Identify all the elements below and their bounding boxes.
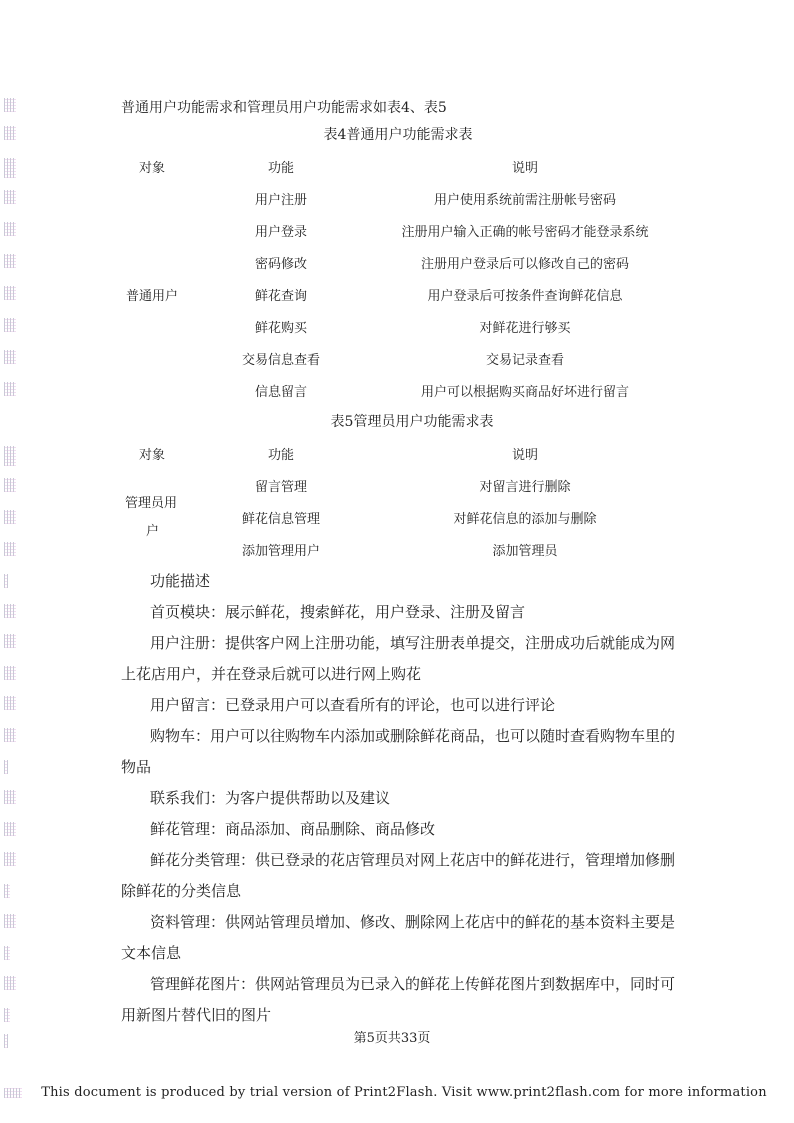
margin-mark bbox=[4, 98, 16, 112]
paragraph-text: 资料管理：供网站管理员增加、修改、删除网上花店中的鲜花的基本资料主要是文本信息 bbox=[121, 913, 676, 962]
table-cell-description: 用户可以根据购买商品好坏进行留言 bbox=[420, 385, 630, 400]
table-cell-description: 用户登录后可按条件查询鲜花信息 bbox=[427, 289, 623, 304]
table-header-object: 对象 bbox=[138, 161, 166, 176]
table-cell-description: 交易记录查看 bbox=[485, 353, 565, 368]
margin-mark bbox=[4, 1008, 10, 1022]
table-cell-function: 用户注册 bbox=[254, 193, 308, 208]
margin-mark bbox=[4, 604, 16, 618]
margin-mark bbox=[4, 946, 10, 960]
paragraph bbox=[121, 814, 676, 845]
paragraph bbox=[121, 566, 676, 597]
paragraph-text: 联系我们：为客户提供帮助以及建议 bbox=[150, 789, 391, 807]
margin-mark bbox=[4, 382, 16, 396]
table-cell-description: 对留言进行删除 bbox=[479, 480, 571, 495]
paragraph bbox=[121, 845, 676, 907]
paragraph bbox=[121, 597, 676, 628]
table-cell-function: 鲜花信息管理 bbox=[241, 512, 321, 527]
paragraph-text: 首页模块：展示鲜花，搜索鲜花，用户登录、注册及留言 bbox=[150, 603, 526, 621]
margin-mark bbox=[4, 976, 16, 990]
table-header-object: 对象 bbox=[138, 448, 166, 463]
margin-mark bbox=[4, 666, 16, 680]
intro-text: 普通用户功能需求和管理员用户功能需求如表4、表5 bbox=[121, 100, 447, 116]
margin-mark bbox=[4, 822, 16, 836]
margin-mark bbox=[4, 318, 16, 332]
margin-mark bbox=[4, 914, 16, 928]
paragraph bbox=[121, 721, 676, 783]
margin-mark bbox=[4, 446, 16, 466]
margin-mark bbox=[4, 190, 16, 204]
table-cell-function: 信息留言 bbox=[254, 385, 308, 400]
margin-mark bbox=[4, 510, 16, 524]
table-caption: 表4普通用户功能需求表 bbox=[323, 127, 473, 143]
table-cell-description: 注册用户登录后可以修改自己的密码 bbox=[420, 257, 630, 272]
margin-mark bbox=[4, 126, 16, 140]
watermark-footer: This document is produced by trial version of Print2Flash. Visit www.print2flash.com for more information bbox=[41, 1085, 767, 1100]
margin-mark bbox=[4, 728, 16, 742]
table-cell-function: 密码修改 bbox=[254, 257, 308, 272]
margin-mark bbox=[4, 254, 16, 268]
table-cell-description: 对鲜花信息的添加与删除 bbox=[453, 512, 597, 527]
table-header-function: 功能 bbox=[267, 448, 295, 463]
paragraph bbox=[121, 783, 676, 814]
table-caption: 表5管理员用户功能需求表 bbox=[330, 414, 494, 430]
table-cell-description: 用户使用系统前需注册帐号密码 bbox=[433, 193, 617, 208]
table-object-cell: 管理员用 bbox=[125, 496, 178, 511]
margin-mark bbox=[4, 158, 16, 178]
table-cell-function: 用户登录 bbox=[254, 225, 308, 240]
page-number: 第5页共33页 bbox=[353, 1031, 431, 1046]
paragraph bbox=[121, 690, 676, 721]
paragraph-text: 购物车：用户可以往购物车内添加或删除鲜花商品，也可以随时查看购物车里的物品 bbox=[121, 727, 676, 776]
paragraph-text: 用户留言：已登录用户可以查看所有的评论，也可以进行评论 bbox=[150, 696, 556, 714]
paragraph bbox=[121, 907, 676, 969]
table-object-cell: 普通用户 bbox=[125, 289, 179, 304]
margin-mark bbox=[4, 634, 16, 648]
paragraph-text: 管理鲜花图片：供网站管理员为已录入的鲜花上传鲜花图片到数据库中，同时可用新图片替代旧的图片 bbox=[121, 975, 676, 1024]
table-header-description: 说明 bbox=[511, 448, 539, 463]
margin-mark bbox=[4, 574, 8, 588]
margin-mark bbox=[4, 1034, 8, 1048]
margin-mark bbox=[4, 852, 16, 866]
table-cell-description: 对鲜花进行够买 bbox=[479, 321, 571, 336]
margin-mark bbox=[4, 350, 16, 364]
margin-mark bbox=[4, 884, 10, 898]
table-object-cell: 户 bbox=[146, 524, 160, 539]
paragraph bbox=[121, 969, 676, 1031]
paragraph-text: 用户注册：提供客户网上注册功能，填写注册表单提交，注册成功后就能成为网上花店用户，并在登录后就可以进行网上购花 bbox=[121, 634, 676, 683]
table-cell-function: 交易信息查看 bbox=[241, 353, 321, 368]
margin-mark bbox=[4, 790, 16, 804]
margin-mark bbox=[4, 286, 16, 300]
table-cell-function: 鲜花购买 bbox=[254, 321, 308, 336]
table-cell-function: 留言管理 bbox=[254, 480, 308, 495]
table-header-description: 说明 bbox=[511, 161, 539, 176]
margin-mark bbox=[4, 760, 8, 774]
table-header-function: 功能 bbox=[267, 161, 295, 176]
margin-mark bbox=[4, 1088, 22, 1098]
table-cell-function: 添加管理用户 bbox=[241, 544, 321, 559]
margin-mark bbox=[4, 222, 16, 236]
paragraph-text: 鲜花分类管理：供已登录的花店管理员对网上花店中的鲜花进行，管理增加修删除鲜花的分类信息 bbox=[121, 851, 676, 900]
table-cell-description: 注册用户输入正确的帐号密码才能登录系统 bbox=[401, 225, 649, 240]
table-cell-function: 鲜花查询 bbox=[254, 289, 308, 304]
paragraph-text: 鲜花管理：商品添加、商品删除、商品修改 bbox=[150, 820, 436, 838]
paragraph bbox=[121, 628, 676, 690]
margin-mark bbox=[4, 696, 16, 710]
table-cell-description: 添加管理员 bbox=[492, 544, 558, 559]
margin-mark bbox=[4, 478, 16, 492]
paragraph-text: 功能描述 bbox=[150, 572, 211, 590]
margin-mark bbox=[4, 542, 16, 556]
